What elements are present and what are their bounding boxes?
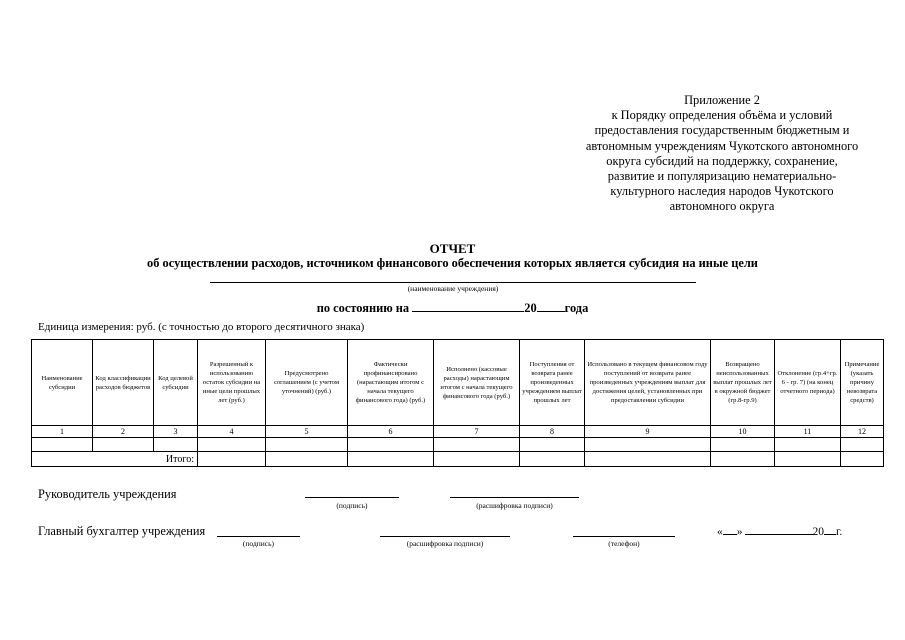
total-cell[interactable] xyxy=(585,452,711,467)
accountant-label: Главный бухгалтер учреждения xyxy=(38,524,206,538)
table-cell[interactable] xyxy=(841,438,884,452)
total-cell[interactable] xyxy=(520,452,585,467)
day-blank[interactable] xyxy=(723,524,737,535)
total-cell[interactable] xyxy=(841,452,884,467)
unit-of-measure: Единица измерения: руб. (с точностью до второго десятичного знака) xyxy=(38,321,365,333)
head-decode-caption: (расшифровка подписи) xyxy=(476,501,553,510)
table-number-row xyxy=(32,426,884,438)
organization-name-line xyxy=(210,282,696,283)
header-cell: Код целевой субсидии xyxy=(154,340,198,426)
table-cell[interactable] xyxy=(154,438,198,452)
report-subtitle: об осуществлении расходов, источником финансового обеспечения которых является субсидия на иные цели xyxy=(147,256,758,270)
appendix-line: к Порядку определения объёма и условий xyxy=(611,108,833,123)
table-cell[interactable] xyxy=(32,438,93,452)
head-decode-line[interactable] xyxy=(450,497,579,498)
header-cell: Исполнено (кассовые расходы) нарастающим итогом с начала текущего финансового года (руб.) xyxy=(434,340,520,426)
total-cell[interactable] xyxy=(711,452,775,467)
total-cell[interactable] xyxy=(348,452,434,467)
date-blank xyxy=(412,299,524,312)
accountant-sign-caption: (подпись) xyxy=(242,539,275,548)
table-cell[interactable] xyxy=(198,438,266,452)
state-prefix: по состоянию на xyxy=(316,301,410,315)
year-suffix: года xyxy=(564,301,589,315)
phone-caption: (телефон) xyxy=(608,539,640,548)
report-title: ОТЧЕТ xyxy=(429,241,476,256)
total-cell[interactable] xyxy=(266,452,348,467)
table-cell[interactable] xyxy=(348,438,434,452)
accountant-sign-line[interactable] xyxy=(217,536,300,537)
header-cell: Использовано в текущем финансовом году поступлений от возврата ранее произведенных учреждениям выплат для достижения целей, установленных при предоставлении субсидии xyxy=(585,340,711,426)
header-cell: Разрешенный к использованию остаток субсидии на иные цели прошлых лет (руб.) xyxy=(198,340,266,426)
column-number: 1 xyxy=(32,426,93,438)
column-number: 2 xyxy=(93,426,154,438)
column-number: 11 xyxy=(775,426,841,438)
table-row xyxy=(32,438,884,452)
appendix-line: культурного наследия народов Чукотского xyxy=(610,184,834,199)
date-year-blank[interactable] xyxy=(824,524,836,535)
column-number: 10 xyxy=(711,426,775,438)
table-cell[interactable] xyxy=(711,438,775,452)
appendix-block xyxy=(572,93,872,215)
appendix-line: Приложение 2 xyxy=(684,93,760,107)
column-number: 5 xyxy=(266,426,348,438)
table-cell[interactable] xyxy=(93,438,154,452)
total-cell[interactable] xyxy=(198,452,266,467)
total-cell[interactable] xyxy=(434,452,520,467)
column-number: 7 xyxy=(434,426,520,438)
organization-name-caption: (наименование учреждения) xyxy=(407,284,499,293)
report-date-line xyxy=(0,299,905,316)
header-cell: Возвращено неиспользованных выплат прошлых лет в окружной бюджет (гр.8-гр.9) xyxy=(711,340,775,426)
header-cell: Предусмотрено соглашением (с учетом уточнений) (руб.) xyxy=(266,340,348,426)
column-number: 6 xyxy=(348,426,434,438)
table-cell[interactable] xyxy=(520,438,585,452)
appendix-line: предоставления государственным бюджетным и xyxy=(594,123,850,138)
total-label: Итого: xyxy=(32,452,198,467)
header-cell: Фактически профинансировано (нарастающим итогом с начала текущего финансового года) (руб.) xyxy=(348,340,434,426)
column-number: 9 xyxy=(585,426,711,438)
header-cell: Наименование субсидии xyxy=(32,340,93,426)
appendix-line: округа субсидий на поддержку, сохранение, xyxy=(606,153,838,168)
report-table xyxy=(31,339,884,467)
head-sign-line[interactable] xyxy=(305,497,399,498)
appendix-line: автономного округа xyxy=(669,199,775,214)
appendix-line: автономным учреждениям Чукотского автономного xyxy=(585,138,859,153)
date-close-quote: » xyxy=(736,526,743,538)
header-cell: Примечание (указать причину невозврата средств) xyxy=(841,340,884,426)
table-total-row xyxy=(32,452,884,467)
column-number: 8 xyxy=(520,426,585,438)
table-cell[interactable] xyxy=(775,438,841,452)
table-cell[interactable] xyxy=(266,438,348,452)
month-blank[interactable] xyxy=(745,524,813,535)
header-cell: Поступления от возврата ранее произведенных учреждением выплат прошлых лет xyxy=(520,340,585,426)
accountant-decode-caption: (расшифровка подписи) xyxy=(406,539,484,548)
column-number: 3 xyxy=(154,426,198,438)
year-blank xyxy=(537,299,565,312)
head-label: Руководитель учреждения xyxy=(38,487,177,501)
accountant-decode-line[interactable] xyxy=(380,536,510,537)
header-cell: Отклонение (гр.4+гр. 6 - гр. 7) (на конец отчетного периода) xyxy=(775,340,841,426)
header-cell: Код классификации расходов бюджетов xyxy=(93,340,154,426)
table-header-row xyxy=(32,340,884,426)
column-number: 12 xyxy=(841,426,884,438)
table-cell[interactable] xyxy=(585,438,711,452)
date-year-suffix: г. xyxy=(836,526,843,538)
column-number: 4 xyxy=(198,426,266,438)
signature-date xyxy=(717,524,842,538)
appendix-line: развитие и популяризацию нематериально- xyxy=(607,169,837,184)
total-cell[interactable] xyxy=(775,452,841,467)
date-open-quote: « xyxy=(717,526,723,538)
table-cell[interactable] xyxy=(434,438,520,452)
year-prefix: 20 xyxy=(524,301,537,315)
head-sign-caption: (подпись) xyxy=(336,501,368,510)
phone-line[interactable] xyxy=(573,536,675,537)
date-year-prefix: 20 xyxy=(812,526,824,538)
